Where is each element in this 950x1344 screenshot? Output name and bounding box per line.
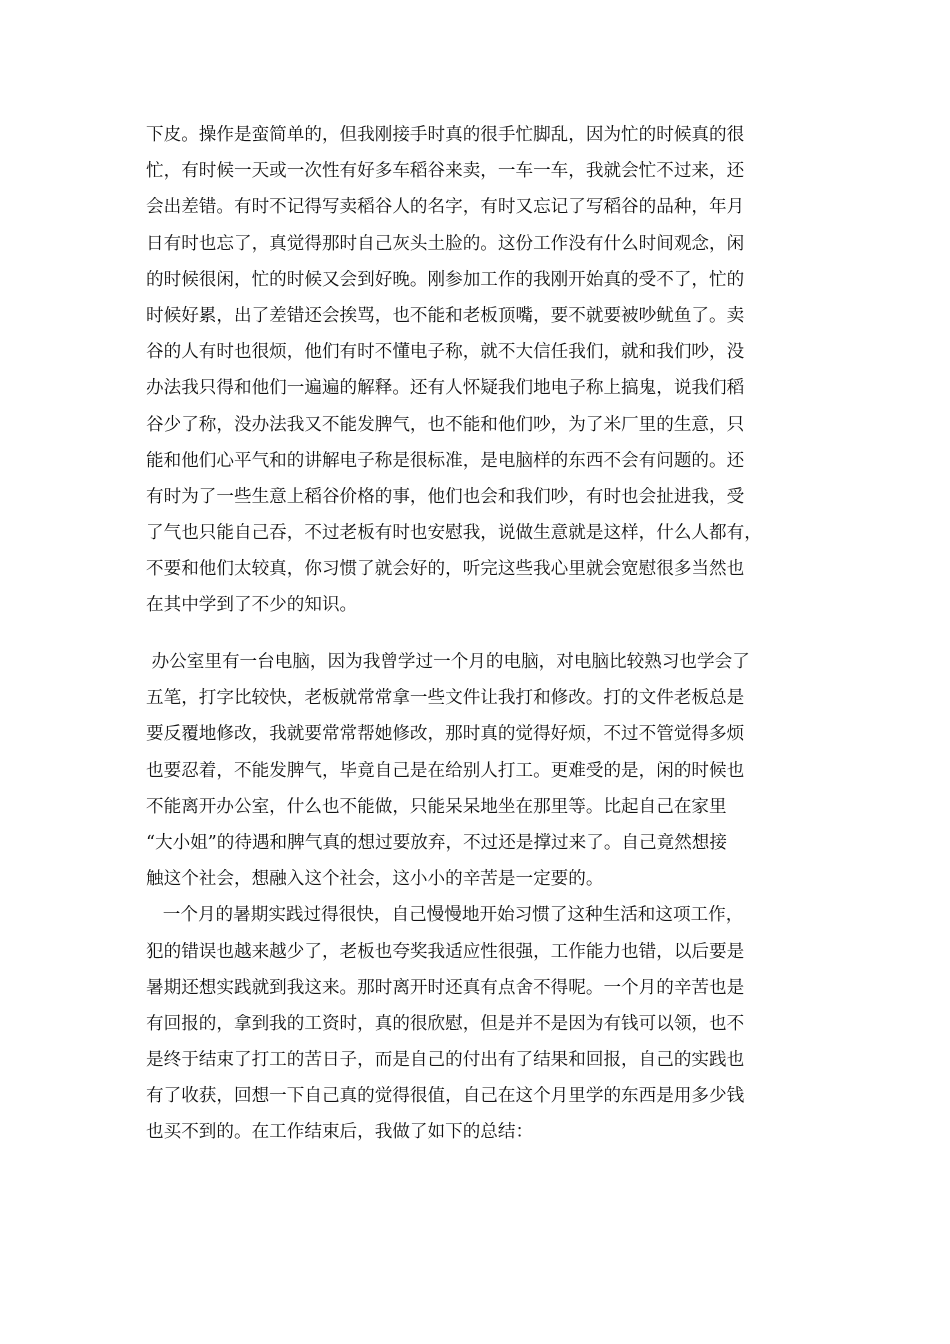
text-line: 办法我只得和他们一遍遍的解释。还有人怀疑我们地电子称上搞鬼，说我们稻 [146,378,745,399]
paragraph-2 [146,644,808,1151]
text-line: 了气也只能自己吞，不过老板有时也安慰我，说做生意就是这样，什么人都有， [146,523,762,544]
text-line: 忙，有时候一天或一次性有好多车稻谷来卖，一车一车，我就会忙不过来，还 [146,161,745,182]
text-line: 暑期还想实践就到我这来。那时离开时还真有点舍不得呢。一个月的辛苦也是 [146,977,745,998]
text-line: 触这个社会，想融入这个社会，这小小的辛苦是一定要的。 [146,869,604,890]
text-line: 不要和他们太较真，你习惯了就会好的，听完这些我心里就会宽慰很多当然也 [146,559,745,580]
text-line: 有回报的，拿到我的工资时，真的很欣慰，但是并不是因为有钱可以领，也不 [146,1013,745,1034]
text-line: 能和他们心平气和的讲解电子称是很标准，是电脑样的东西不会有问题的。还 [146,450,745,471]
text-line: 也要忍着，不能发脾气，毕竟自己是在给别人打工。更难受的是，闲的时候也 [146,760,745,781]
text-line: 不能离开办公室，什么也不能做，只能呆呆地坐在那里等。比起自己在家里 [146,796,727,817]
text-line: 要反覆地修改，我就要常常帮她修改，那时真的觉得好烦，不过不管觉得多烦 [146,724,745,745]
text-line: 谷少了称，没办法我又不能发脾气，也不能和他们吵，为了米厂里的生意，只 [146,414,745,435]
text-line: 也买不到的。在工作结束后，我做了如下的总结： [146,1122,534,1143]
text-line: 有时为了一些生意上稻谷价格的事，他们也会和我们吵，有时也会扯进我，受 [146,486,745,507]
text-line: 时候好累，出了差错还会挨骂，也不能和老板顶嘴，要不就要被吵鱿鱼了。卖 [146,305,745,326]
text-line: 五笔，打字比较快，老板就常常拿一些文件让我打和修改。打的文件老板总是 [146,688,745,709]
text-line: 在其中学到了不少的知识。 [146,595,358,616]
text-line: 办公室里有一台电脑，因为我曾学过一个月的电脑，对电脑比较熟习也学会了 [146,652,750,672]
text-line: “大小姐”的待遇和脾气真的想过要放弃，不过还是撑过来了。自己竟然想接 [146,832,727,853]
paragraph-1 [146,117,808,624]
text-line: 是终于结束了打工的苦日子，而是自己的付出有了结果和回报，自己的实践也 [146,1050,745,1071]
text-line: 有了收获，回想一下自己真的觉得很值，自己在这个月里学的东西是用多少钱 [146,1086,745,1107]
text-line: 的时候很闲，忙的时候又会到好晚。刚参加工作的我刚开始真的受不了，忙的 [146,269,745,290]
text-line: 犯的错误也越来越少了，老板也夸奖我适应性很强，工作能力也错，以后要是 [146,941,745,962]
text-line: 下皮。操作是蛮简单的，但我刚接手时真的很手忙脚乱，因为忙的时候真的很 [146,125,745,145]
text-line: 会出差错。有时不记得写卖稻谷人的名字，有时又忘记了写稻谷的品种，年月 [146,197,745,218]
text-line: 日有时也忘了，真觉得那时自己灰头土脸的。这份工作没有什么时间观念，闲 [146,233,745,254]
text-line: 谷的人有时也很烦，他们有时不懂电子称，就不大信任我们，就和我们吵，没 [146,342,745,363]
text-line: 一个月的暑期实践过得很快，自己慢慢地开始习惯了这种生活和这项工作， [146,905,744,926]
